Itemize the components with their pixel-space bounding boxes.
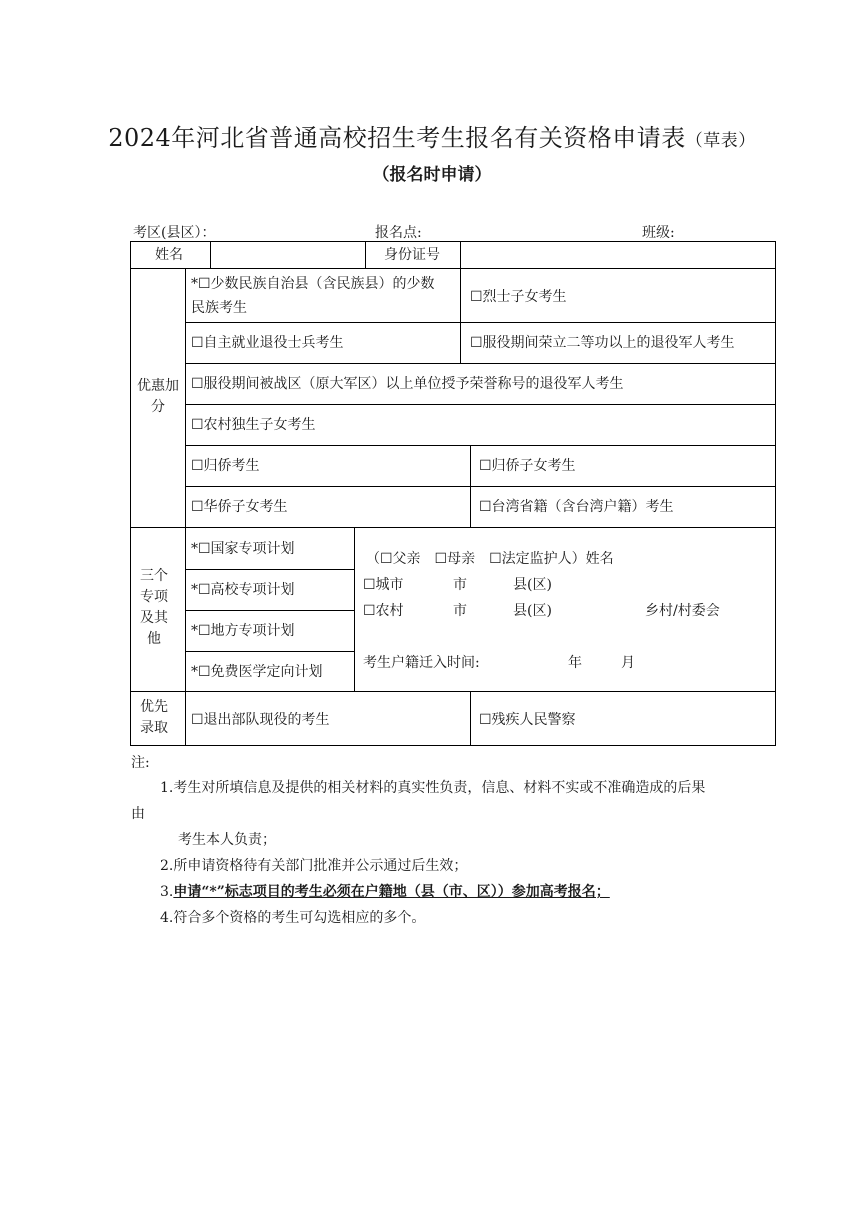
note-1-cont2: 考生本人负责； (178, 832, 276, 848)
note-1-cont: 由 (131, 806, 145, 822)
bonus-section-label: 优惠加分 (137, 378, 179, 415)
checkbox-minority-county-cont: 民族考生 (191, 300, 247, 316)
city-xian-label: 县(区) (513, 577, 552, 593)
checkbox-medical-plan[interactable]: *☐免费医学定向计划 (191, 664, 323, 680)
checkbox-martyr-children[interactable]: ☐烈士子女考生 (470, 289, 567, 305)
note-3-text: 申请“*”标志项目的考生必须在户籍地（县（市、区））参加高考报名； (173, 884, 610, 900)
checkbox-returned-overseas[interactable]: ☐归侨考生 (191, 458, 260, 474)
checkbox-veteran-self-employed[interactable]: ☐自主就业退役士兵考生 (191, 335, 344, 351)
document-subtitle: （报名时申请） (372, 165, 492, 185)
id-number-label: 身份证号 (384, 247, 440, 263)
checkbox-retired-military[interactable]: ☐退出部队现役的考生 (191, 712, 330, 728)
rural-shi-label: 市 (453, 603, 467, 619)
checkbox-city[interactable]: ☐城市 (363, 577, 404, 593)
rural-xian-label: 县(区) (513, 603, 552, 619)
year-label: 年 (568, 655, 582, 671)
name-label: 姓名 (155, 247, 183, 263)
checkbox-rural[interactable]: ☐农村 (363, 603, 404, 619)
special-section-label: 三个专项及其他 (140, 568, 168, 647)
checkbox-returned-overseas-children[interactable]: ☐归侨子女考生 (479, 458, 576, 474)
checkbox-national-plan[interactable]: *☐国家专项计划 (191, 541, 295, 557)
note-4: 4.符合多个资格的考生可勾选相应的多个。 (160, 910, 426, 926)
note-3-prefix: 3. (160, 884, 174, 900)
title-main: 2024年河北省普通高校招生考生报名有关资格申请表 (108, 124, 686, 152)
month-label: 月 (621, 655, 635, 671)
checkbox-minority-county[interactable]: *☐少数民族自治县（含民族县）的少数 (191, 276, 435, 292)
note-2: 2.所申请资格待有关部门批准并公示通过后生效； (160, 858, 468, 874)
class-field[interactable]: 班级: (642, 225, 675, 241)
notes-heading: 注: (131, 755, 150, 771)
checkbox-veteran-merit[interactable]: ☐服役期间荣立二等功以上的退役军人考生 (470, 335, 735, 351)
checkbox-overseas-chinese-children[interactable]: ☐华侨子女考生 (191, 499, 288, 515)
rural-village-label: 乡村/村委会 (645, 603, 720, 619)
checkbox-local-plan[interactable]: *☐地方专项计划 (191, 623, 295, 639)
site-field[interactable]: 报名点: (375, 225, 422, 241)
checkbox-rural-only-child[interactable]: ☐农村独生子女考生 (191, 417, 316, 433)
priority-section-label: 优先录取 (140, 699, 168, 736)
title-suffix: （草表） (685, 131, 756, 151)
guardian-field[interactable]: （☐父亲 ☐母亲 ☐法定监护人）姓名 (366, 551, 614, 567)
checkbox-veteran-honor[interactable]: ☐服役期间被战区（原大军区）以上单位授予荣誉称号的退役军人考生 (191, 376, 624, 392)
note-1: 1.考生对所填信息及提供的相关材料的真实性负责，信息、材料不实或不准确造成的后果 (160, 780, 706, 796)
district-field[interactable]: 考区(县区）： (133, 225, 216, 241)
checkbox-disabled-police[interactable]: ☐残疾人民警察 (479, 712, 576, 728)
checkbox-taiwan-origin[interactable]: ☐台湾省籍（含台湾户籍）考生 (479, 499, 674, 515)
document-title (0, 118, 864, 153)
note-3 (160, 882, 610, 903)
city-shi-label: 市 (453, 577, 467, 593)
household-move-time-label: 考生户籍迁入时间: (363, 655, 480, 671)
checkbox-university-plan[interactable]: *☐高校专项计划 (191, 582, 295, 598)
